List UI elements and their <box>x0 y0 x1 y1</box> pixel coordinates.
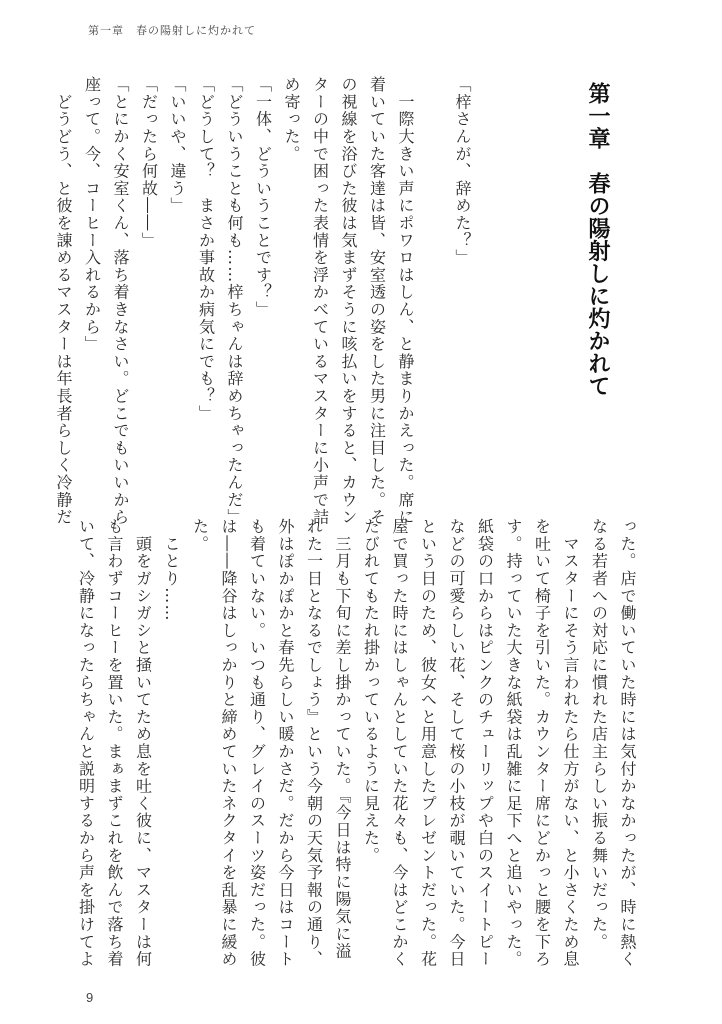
text-line: 「いいや、違う」 <box>168 76 187 215</box>
text-line: 紙袋の口からはピンクのチューリップや白のスイートピー <box>475 518 495 968</box>
text-line: という日のため、彼女へと用意したプレゼントだった。花 <box>418 518 438 968</box>
text-line: も着ていない。いつも通り、グレイのスーツ姿だった。彼 <box>247 518 267 968</box>
page-number: 9 <box>86 990 94 1005</box>
text-line: 三月も下旬に差し掛かっていた。『今日は特に陽気に溢 <box>333 518 352 960</box>
text-line: の視線を浴びた彼は気まずそうに咳払いをすると、カウン <box>339 76 358 526</box>
text-line: 「どうして？ まさか事故か病気にでも？」 <box>196 76 216 422</box>
text-line: 一際大きい声にポワロはしん、と静まりかえった。席に <box>396 76 415 526</box>
text-line: た。 <box>190 518 210 553</box>
text-line: 「梓さんが、辞めた？」 <box>453 76 472 267</box>
text-line: 「どういうことも何も……梓ちゃんは辞めちゃったんだ」 <box>225 76 244 526</box>
text-line: 屋で買った時にはしゃんとしていた花々も、今はどこかく <box>390 518 409 968</box>
text-line: どうどう、と彼を諌めるマスターは年長者らしく冷静だ <box>54 76 73 526</box>
text-line: を吐いて椅子を引いた。カウンター席にどかっと腰を下ろ <box>532 518 552 968</box>
text-line: った。店で働いていた時には気付かなかったが、時に熱く <box>618 518 637 968</box>
text-line: れた一日となるでしょう』という今朝の天気予報の通り、 <box>304 518 324 968</box>
running-head: 第一章 春の陽射しに灼かれて <box>88 24 256 37</box>
text-line: も言わずコーヒーを置いた。まぁまずこれを飲んで落ち着 <box>105 518 124 968</box>
chapter-title: 第一章 春の陽射しに灼かれて <box>585 82 611 397</box>
text-line: などの可愛らしい花、そして桜の小枝が覗いていた。今日 <box>447 518 466 968</box>
text-line: す。持っていた大きな紙袋は乱雑に足下へと追いやった。 <box>504 518 523 968</box>
text-line: 「だったら何故――」 <box>139 76 159 249</box>
text-line: たびれてもたれ掛かっているように見えた。 <box>361 518 381 864</box>
text-line: 外はぽかぽかと春先らしい暖かさだ。だから今日はコート <box>276 518 295 968</box>
text-line: ターの中で困った表情を浮かべているマスターに小声で詰 <box>310 76 330 526</box>
text-line: マスターにそう言われたら仕方がない、と小さくため息 <box>561 518 580 968</box>
text-line: いて、冷静になったらちゃんと説明するから声を掛けてよ <box>76 518 96 968</box>
text-line: 「とにかく安室くん、落ち着きなさい。どこでもいいから <box>111 76 130 526</box>
text-line: なる若者への対応に慣れた店主らしい振る舞いだった。 <box>589 518 609 951</box>
text-line: 着いていた客達は皆、安室透の姿をした男に注目した。そ <box>367 76 387 526</box>
text-line: は――降谷はしっかりと締めていたネクタイを乱暴に緩め <box>219 518 238 968</box>
text-block-upper <box>49 76 477 526</box>
text-block-lower <box>71 518 641 968</box>
text-line: ことり…… <box>162 518 181 622</box>
text-line: 「一体、どういうことです？」 <box>253 76 273 319</box>
text-line: 座って。今、コーヒー入れるから」 <box>82 76 102 353</box>
text-line: め寄った。 <box>282 76 301 163</box>
text-line: 頭をガシガシと掻いてため息を吐く彼に、マスターは何 <box>133 518 153 968</box>
text-line <box>419 76 448 526</box>
